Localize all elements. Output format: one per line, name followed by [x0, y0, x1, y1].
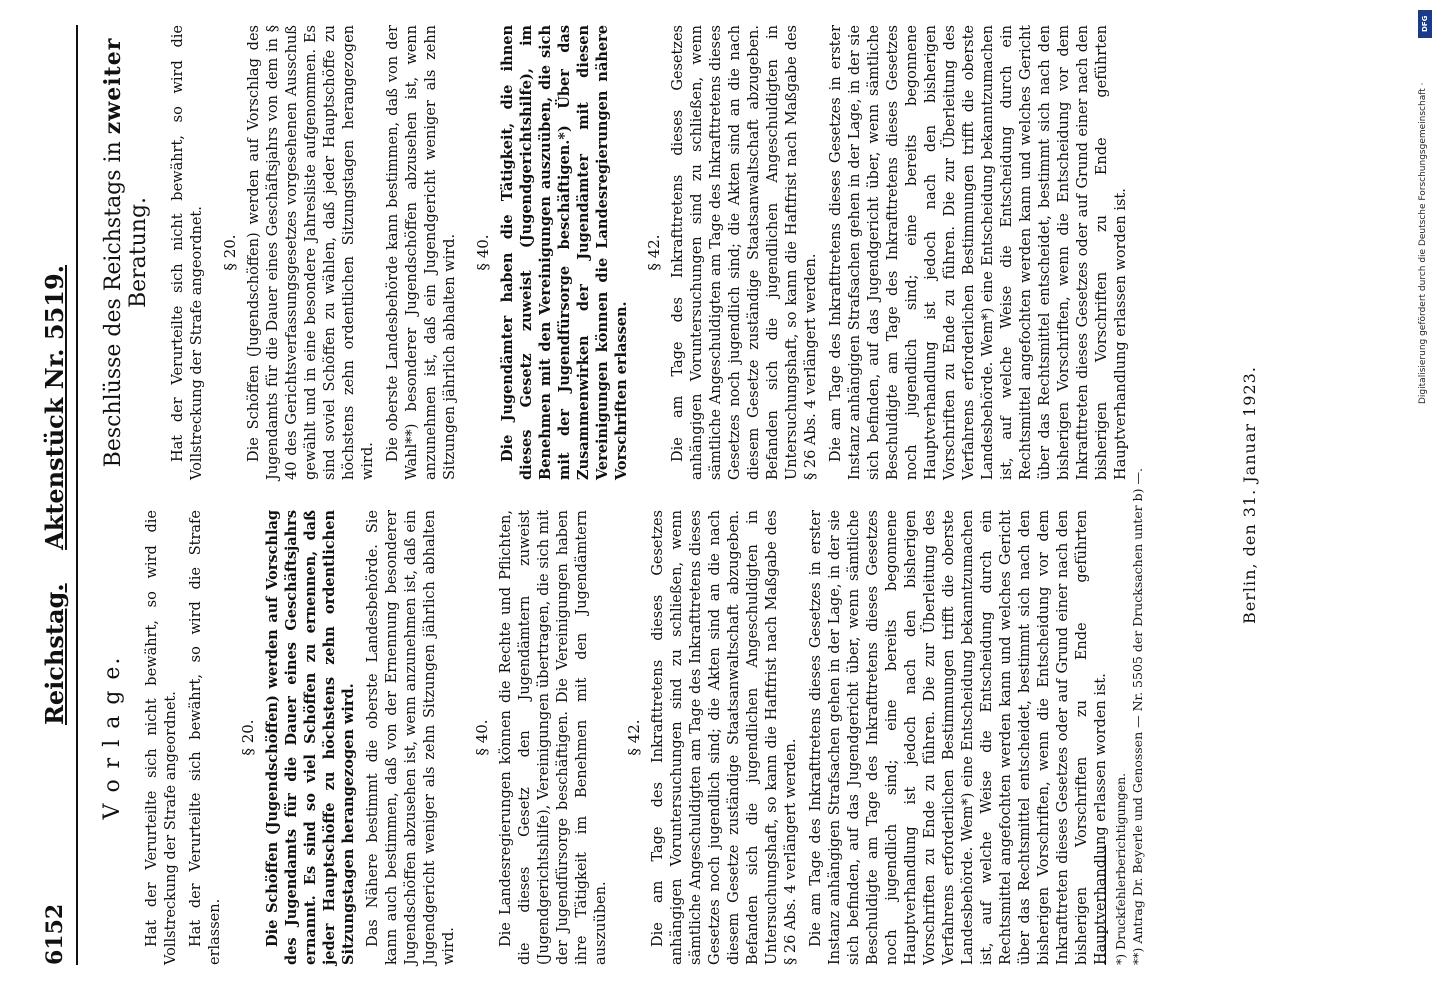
- left-section-20-paragraph-2: Das Nähere bestimmt die oberste Landesbehörde. Sie kann auch bestimmen, daß von der Ernennung besonderer Jugendschöffen abzusehen ist, wenn anzunehmen ist, daß ein Jugendgericht weniger als zehn Sitzungen jährlich abhalten wird.: [365, 510, 457, 965]
- dfg-logo-icon: DFG: [1418, 10, 1432, 38]
- left-section-20-paragraph-1: Die Schöffen (Jugendschöffen) werden auf Vorschlag des Jugendamts für die Dauer eines Geschäftsjahrs ernannt. Es sind so viel Schöffen zu ernennen, daß jeder Hauptschöffe zu höchstens zehn ordentlichen Sitzungstagen herangezogen wird.: [264, 510, 357, 965]
- right-column-heading: [100, 25, 151, 480]
- signoff-date: Berlin, den 31. Januar 1923.: [1240, 366, 1259, 624]
- title-left: Reichstag.: [40, 583, 69, 726]
- rotated-document-page: [0, 5, 1390, 985]
- footnotes: [1112, 25, 1146, 965]
- right-section-42-paragraph-1: Die am Tage des Inkrafttretens dieses Gesetzes anhängigen Voruntersuchungen sind zu schließen, wenn sämtliche Angeschuldigten am Tage des Inkrafttretens dieses Gesetzes noch jugendlich sind; die Akten sind an die nach diesem Gesetze zuständige Staatsanwaltschaft abzugeben. Befanden sich die jugendlichen Angeschuldigten in Untersuchungshaft, so kann die Haftfrist nach Maßgabe des § 26 Abs. 4 verlängert werden.: [670, 25, 819, 480]
- footnote-1: *) Druckfehlerberichtigungen.: [1113, 772, 1128, 965]
- footnote-rule: [1105, 845, 1106, 965]
- right-heading-post: Beratung.: [126, 196, 151, 309]
- right-section-40-title: § 40.: [474, 234, 492, 271]
- left-section-42-title: § 42.: [625, 719, 643, 756]
- right-paragraph-1: Hat der Verurteilte sich nicht bewährt, so wird die Vollstreckung der Strafe angeordnet.: [170, 25, 205, 480]
- right-section-42-paragraph-2: Die am Tage des Inkrafttretens dieses Gesetzes in erster Instanz anhängigen Strafsachen gehen in der Lage, in der sie sich befinden, auf das Jugendgericht über, wenn sämtliche Beschuldigte am Tage des Inkrafttretens dieses Gesetzes noch jugendlich sind; eine bereits begonnene Hauptverhandlung ist jedoch nach den bisherigen Vorschriften zu Ende zu führen. Die zur Überleitung des Verfahrens erforderlichen Bestimmungen trifft die oberste Landesbehörde. Wem*) eine Entscheidung bekanntzumachen ist, auf welche Weise die Entscheidung durch ein Rechtsmittel angefochten werden kann und welches Gericht über das Rechtsmittel entscheidet, bestimmt sich nach den bisherigen Vorschriften, wenn die Entscheidung vor dem Inkrafttreten dieses Gesetzes oder auf Grund einer nach den bisherigen Vorschriften zu Ende geführten Hauptverhandlung erlassen worden ist.: [828, 25, 1129, 480]
- left-section-20-title: § 20.: [239, 719, 257, 756]
- right-section-40-paragraph-1: Die Jugendämter haben die Tätigkeit, die ihnen dieses Gesetz zuweist (Jugendgerichtshilfe), im Benehmen mit den Vereinigungen auszuüben, die sich mit der Jugendfürsorge beschäftigen.*) Über das Zusammenwirken der Jugendämter mit diesen Vereinigungen können die Landesregierungen nähere Vorschriften erlassen.: [499, 25, 630, 480]
- left-column-vorlage: [90, 510, 1117, 965]
- left-paragraph-1: Hat der Verurteilte sich nicht bewährt, so wird die Vollstreckung der Strafe angeordnet.: [144, 510, 179, 965]
- document-title: [40, 25, 69, 965]
- left-paragraph-2: Hat der Verurteilte sich bewährt, so wird die Strafe erlassen.: [188, 510, 223, 965]
- digitization-credit-strip: [1418, 10, 1434, 990]
- left-section-42-paragraph-1: Die am Tage des Inkrafttretens dieses Gesetzes anhängigen Voruntersuchungen sind zu schließen, wenn sämtliche Angeschuldigten am Tage des Inkrafttretens dieses Gesetzes noch jugendlich sind; die Akten sind an die nach diesem Gesetze zuständige Staatsanwaltschaft abzugeben. Befanden sich die jugendlichen Angeschuldigten in Untersuchungshaft, so kann die Haftfrist nach Maßgabe des § 26 Abs. 4 verlängert werden.: [650, 510, 799, 965]
- right-column-beschluesse: [90, 25, 1137, 480]
- right-heading-pre: Beschlüsse des Reichstags in: [101, 141, 126, 468]
- left-column-heading: V o r l a g e.: [100, 655, 125, 820]
- right-section-20-title: § 20.: [221, 234, 239, 271]
- right-section-20-paragraph-1: Die Schöffen (Jugendschöffen) werden auf Vorschlag des Jugendamts für die Dauer eines Geschäftsjahrs von dem in § 40 des Gerichtsverfassungsgesetzes vorgesehenen Ausschuß gewählt und in eine besondere Jahresliste aufgenommen. Es sind soviel Schöffen zu wählen, daß jeder Hauptschöffe zu höchstens zehn ordentlichen Sitzungstagen herangezogen wird.: [246, 25, 376, 480]
- right-heading-bold: zweiter: [100, 37, 126, 135]
- footnote-2: **) Antrag Dr. Beyerle und Genossen — Nr. 5505 der Drucksachen unter b) —.: [1130, 468, 1145, 965]
- title-right: Aktenstück Nr. 5519.: [40, 264, 69, 550]
- left-section-40-title: § 40.: [473, 719, 491, 756]
- page-number: 6152: [42, 903, 68, 965]
- page-header: [36, 25, 78, 965]
- left-section-42-paragraph-2: Die am Tage des Inkrafttretens dieses Gesetzes in erster Instanz anhängigen Strafsachen gehen in der Lage, in der sie sich befinden, auf das Jugendgericht über, wenn sämtliche Beschuldigte am Tage des Inkrafttretens dieses Gesetzes noch jugendlich sind; eine bereits begonnene Hauptverhandlung ist jedoch nach den bisherigen Vorschriften zu Ende zu führen. Die zur Überleitung des Verfahrens erforderlichen Bestimmungen trifft die oberste Landesbehörde. Wem*) eine Entscheidung bekanntzumachen ist, auf welche Weise die Entscheidung durch ein Rechtsmittel angefochten werden kann und welches Gericht über das Rechtsmittel entscheidet, bestimmt sich nach den bisherigen Vorschriften, wenn die Entscheidung vor dem Inkrafttreten dieses Gesetzes oder auf Grund einer nach den bisherigen Vorschriften zu Ende geführten Hauptverhandlung erlassen worden ist.: [808, 510, 1109, 965]
- left-section-40-paragraph-1: Die Landesregierungen können die Rechte und Pflichten, die dieses Gesetz den Jugendämtern zuweist (Jugendgerichtshilfe), Vereinigungen übertragen, die sich mit der Jugendfürsorge beschäftigen. Die Vereinigungen haben ihre Tätigkeit im Benehmen mit den Jugendämtern auszuüben.: [498, 510, 609, 965]
- right-section-20-paragraph-2: Die oberste Landesbehörde kann bestimmen, daß von der Wahl**) besonderer Jugendschöffen abzusehen ist, wenn anzunehmen ist, daß ein Jugendgericht weniger als zehn Sitzungen jährlich abhalten wird.: [385, 25, 458, 480]
- digitization-credit-text: Digitalisierung gefördert durch die Deutsche Forschungsgemeinschaft ·: [1418, 82, 1428, 404]
- right-section-42-title: § 42.: [645, 234, 663, 271]
